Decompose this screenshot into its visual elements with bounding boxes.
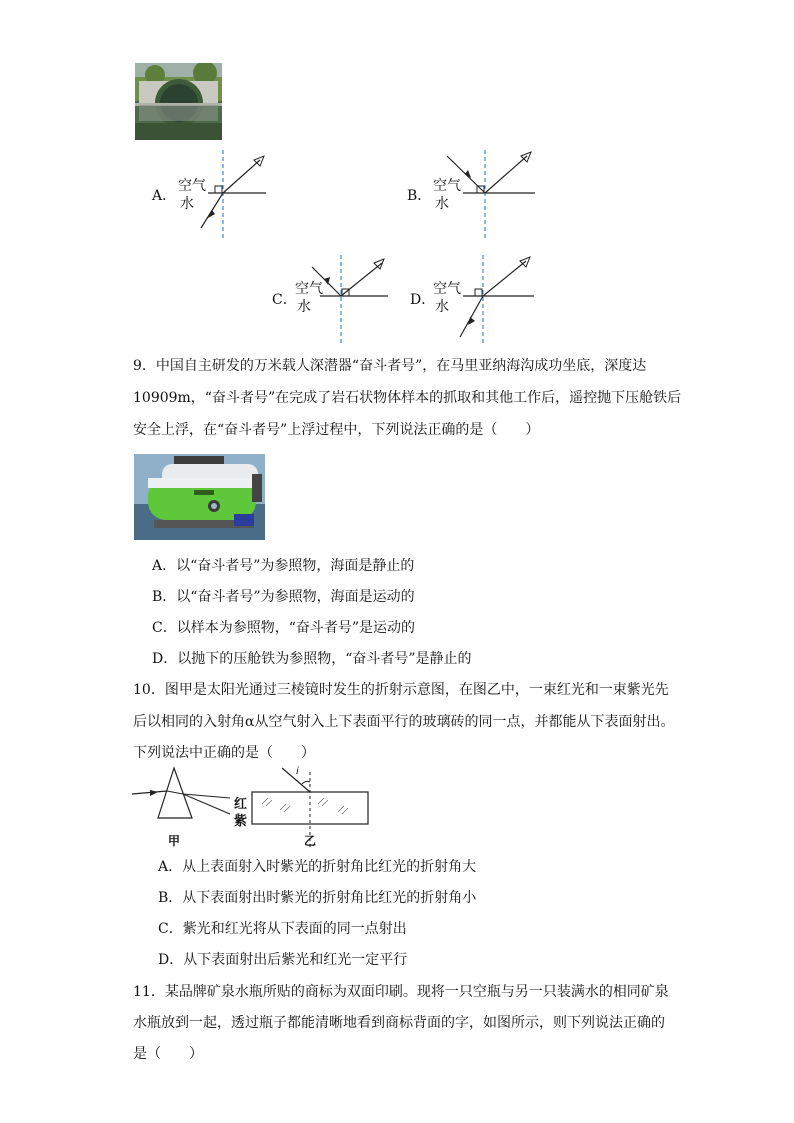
- q11-stem-line1: 11．某品牌矿泉水瓶所贴的商标为双面印刷。现将一只空瓶与另一只装满水的相同矿泉: [133, 984, 669, 1000]
- angle-label: i: [296, 766, 299, 777]
- refraction-diagram-d: [408, 255, 548, 345]
- q9-stem-line3: 安全上浮，在“奋斗者号”上浮过程中，下列说法正确的是（ ）: [133, 422, 540, 438]
- refraction-diagram-c: [270, 255, 400, 345]
- q9-option-b[interactable]: B．以“奋斗者号”为参照物，海面是运动的: [152, 589, 415, 605]
- q10-option-d[interactable]: D．从下表面射出后紫光和红光一定平行: [158, 952, 408, 968]
- q8-option-c[interactable]: [270, 255, 400, 345]
- q8-option-b[interactable]: [405, 150, 545, 242]
- yi-label: 乙: [304, 834, 317, 848]
- prism-figures: [130, 766, 375, 850]
- jia-label: 甲: [168, 834, 181, 848]
- q9-option-d[interactable]: D．以抛下的压舱铁为参照物，“奋斗者号”是静止的: [152, 651, 472, 667]
- refraction-diagram-b: [405, 150, 545, 242]
- q9-stem-line1: 9．中国自主研发的万米载人深潜器“奋斗者号”，在马里亚纳海沟成功坐底，深度达: [133, 358, 647, 374]
- q10-stem-line3: 下列说法中正确的是（ ）: [133, 745, 315, 761]
- water-label: 水: [297, 299, 311, 315]
- q8-option-d[interactable]: [408, 255, 548, 345]
- purple-label: 紫: [234, 814, 248, 829]
- prism-diagram: [130, 766, 375, 850]
- water-label: 水: [435, 196, 449, 212]
- refraction-diagram-a: [150, 150, 280, 242]
- air-label: 空气: [433, 178, 461, 194]
- submersible-photo: [134, 454, 265, 540]
- q11-stem-line2: 水瓶放到一起，透过瓶子都能清晰地看到商标背面的字，如图所示，则下列说法正确的: [133, 1015, 665, 1031]
- bridge-photo: [135, 63, 222, 140]
- water-label: 水: [180, 196, 194, 212]
- q10-option-c[interactable]: C．紫光和红光将从下表面的同一点射出: [158, 921, 407, 937]
- option-letter: D．: [410, 292, 436, 308]
- air-label: 空气: [433, 281, 461, 297]
- q9-option-c[interactable]: C．以样本为参照物，“奋斗者号”是运动的: [152, 620, 416, 636]
- air-label: 空气: [178, 178, 206, 194]
- q10-option-a[interactable]: A．从上表面射入时紫光的折射角比红光的折射角大: [158, 859, 477, 875]
- q10-stem-line2: 后以相同的入射角α从空气射入上下表面平行的玻璃砖的同一点，并都能从下表面射出。: [133, 714, 675, 730]
- q9-option-a[interactable]: A．以“奋斗者号”为参照物，海面是静止的: [152, 558, 415, 574]
- option-letter: A．: [152, 188, 177, 204]
- q11-stem-line3: 是（ ）: [133, 1046, 203, 1062]
- q10-option-b[interactable]: B．从下表面射出时紫光的折射角比红光的折射角小: [158, 890, 477, 906]
- q10-stem-line1: 10．图甲是太阳光通过三棱镜时发生的折射示意图，在图乙中，一束红光和一束紫光先: [133, 682, 669, 698]
- q9-stem-line2: 10909m，“奋斗者号”在完成了岩石状物体样本的抓取和其他工作后，遥控抛下压舱铁后: [133, 390, 682, 406]
- water-label: 水: [435, 299, 449, 315]
- option-letter: C．: [272, 292, 297, 308]
- q8-option-a[interactable]: [150, 150, 280, 242]
- option-letter: B．: [407, 188, 432, 204]
- air-label: 空气: [295, 281, 323, 297]
- red-label: 红: [234, 797, 248, 812]
